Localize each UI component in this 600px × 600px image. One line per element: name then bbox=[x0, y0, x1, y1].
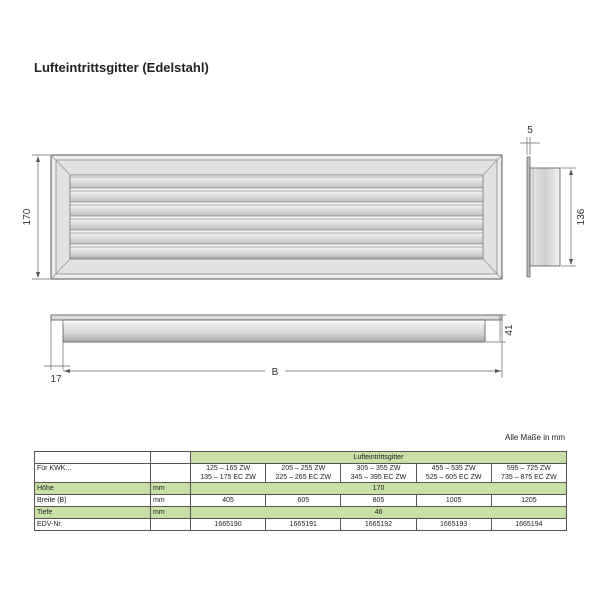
table-row bbox=[35, 507, 567, 519]
table-cell: 1005 bbox=[416, 495, 491, 507]
table-cell: 455 – 535 ZW 525 – 605 EC ZW bbox=[416, 464, 491, 483]
table-cell: 1665194 bbox=[491, 519, 566, 531]
measure-note: Alle Maße in mm bbox=[504, 433, 565, 442]
table-cell: 1665190 bbox=[191, 519, 266, 531]
table-cell: 46 bbox=[191, 507, 567, 519]
row-unit: mm bbox=[151, 483, 191, 495]
table-cell: 125 – 165 ZW 135 – 175 EC ZW bbox=[191, 464, 266, 483]
table-cell: 1665193 bbox=[416, 519, 491, 531]
table-cell: 1665191 bbox=[266, 519, 341, 531]
table-cell: 205 – 255 ZW 225 – 265 EC ZW bbox=[266, 464, 341, 483]
table-cell: 305 – 355 ZW 345 – 395 EC ZW bbox=[341, 464, 416, 483]
table-cell: 1205 bbox=[491, 495, 566, 507]
table-row bbox=[35, 495, 567, 507]
row-label: Höhe bbox=[35, 483, 151, 495]
table-cell: 405 bbox=[191, 495, 266, 507]
row-unit: mm bbox=[151, 507, 191, 519]
height-label: 170 bbox=[22, 208, 33, 226]
table-row bbox=[35, 519, 567, 531]
front-view bbox=[51, 155, 502, 279]
table-cell: 595 – 725 ZW 735 – 875 EC ZW bbox=[491, 464, 566, 483]
spec-table bbox=[34, 451, 567, 531]
width-label: B bbox=[271, 367, 279, 378]
row-label: Breite (B) bbox=[35, 495, 151, 507]
table-cell: 805 bbox=[341, 495, 416, 507]
bottom-view bbox=[44, 315, 515, 385]
table-header: Lufteintrittsgitter bbox=[191, 452, 567, 464]
table-row bbox=[35, 464, 567, 483]
depth-top-label: 5 bbox=[527, 125, 533, 136]
table-cell: 605 bbox=[266, 495, 341, 507]
side-view bbox=[520, 125, 587, 277]
table-cell: 170 bbox=[191, 483, 567, 495]
row-label: EDV-Nr. bbox=[35, 519, 151, 531]
table-header-row bbox=[35, 452, 567, 464]
row-label: Tiefe bbox=[35, 507, 151, 519]
height-dimension bbox=[22, 155, 50, 279]
row-label: Für KWK... bbox=[35, 464, 151, 483]
inner-height-label: 136 bbox=[576, 208, 587, 226]
depth-label: 41 bbox=[504, 324, 515, 336]
table-cell: 1665192 bbox=[341, 519, 416, 531]
flange-label: 17 bbox=[50, 374, 62, 385]
row-unit: mm bbox=[151, 495, 191, 507]
table-row bbox=[35, 483, 567, 495]
page-title: Lufteintrittsgitter (Edelstahl) bbox=[34, 60, 209, 75]
